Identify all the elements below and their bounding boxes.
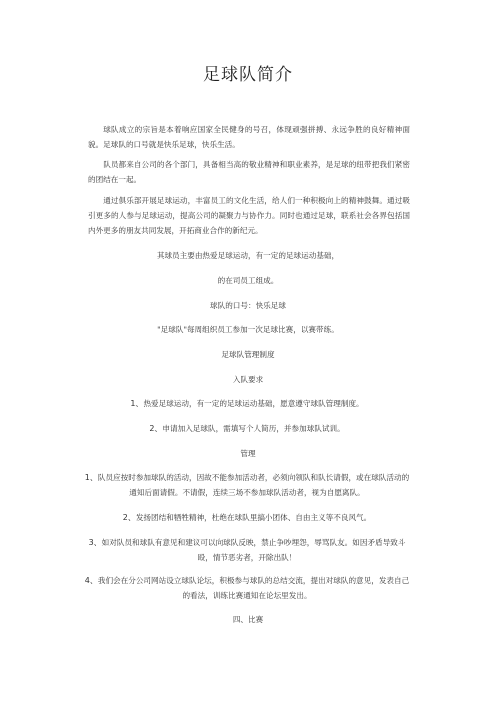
management-item-2 xyxy=(82,510,412,525)
requirement-item-1 xyxy=(82,396,412,411)
heading-management: 管理 xyxy=(240,449,256,458)
line-staff-composition: 的在司员工组成。 xyxy=(217,276,279,285)
requirement-item-2 xyxy=(82,421,412,436)
paragraph-mission: 球队成立的宗旨是本着响应国家全民健身的号召，体现顽强拼搏、永远争胜的良好精神面貌。足球队的口号就是快乐足球，快乐生活。 xyxy=(88,125,410,149)
item-number: 4、 xyxy=(84,576,98,585)
paragraph-purpose: 通过俱乐部开展足球运动，丰富员工的文化生活，给人们一种积极向上的精神鼓舞。通过吸引更多的人参与足球运动，提高公司的凝聚力与协作力。同时也通过足球，联系社会各界包括国内外更多的朋友共同发展，开拓商业合作的新纪元。 xyxy=(88,196,410,235)
item-text: 热爱足球运动，有一定的足球运动基础，愿意遵守球队管理制度。 xyxy=(143,399,364,408)
item-number: 1、 xyxy=(130,399,144,408)
paragraph-members: 队员都来自公司的各个部门，具备相当高的敬业精神和职业素养，是足球的纽带把我们紧密的团结在一起。 xyxy=(88,160,410,184)
management-item-1 xyxy=(82,470,412,500)
line-weekly-match: "足球队"每周组织员工参加一次足球比赛，以赛带练。 xyxy=(157,325,339,334)
page-title: 足球队简介 xyxy=(203,65,293,85)
item-text: 队员应按时参加球队的活动，因故不能参加活动者，必须向领队和队长请假，或在球队活动的通知后面请假。不请假，连续三场不参加球队活动者，视为自愿离队。 xyxy=(97,473,410,497)
heading-join-requirements: 入队要求 xyxy=(232,375,264,384)
heading-management-rules: 足球队管理制度 xyxy=(221,350,275,359)
line-slogan: 球队的口号：快乐足球 xyxy=(210,301,286,310)
item-text: 我们会在分公司网站设立球队论坛，积极参与球队的总结交流，提出对球队的意见，发表自己的看法，训练比赛通知在论坛里发出。 xyxy=(97,576,410,600)
item-number: 1、 xyxy=(84,473,98,482)
item-text: 发扬团结和牺牲精神，杜绝在球队里搞小团体、自由主义等不良风气。 xyxy=(135,513,372,522)
management-item-3 xyxy=(82,535,412,565)
heading-matches: 四、比赛 xyxy=(232,615,264,624)
item-text: 如对队员和球队有意见和建议可以向球队反映，禁止争吵埋怨，辱骂队友。如因矛盾导致斗殴，情节恶劣者，开除出队！ xyxy=(101,538,406,562)
item-text: 申请加入足球队，需填写个人简历，并参加球队试训。 xyxy=(162,424,345,433)
management-item-4 xyxy=(82,573,412,603)
item-number: 2、 xyxy=(122,513,136,522)
item-number: 2、 xyxy=(149,424,163,433)
item-number: 3、 xyxy=(88,538,102,547)
line-player-basis: 其球员主要由热爱足球运动，有一定的足球运动基础， xyxy=(156,251,340,260)
